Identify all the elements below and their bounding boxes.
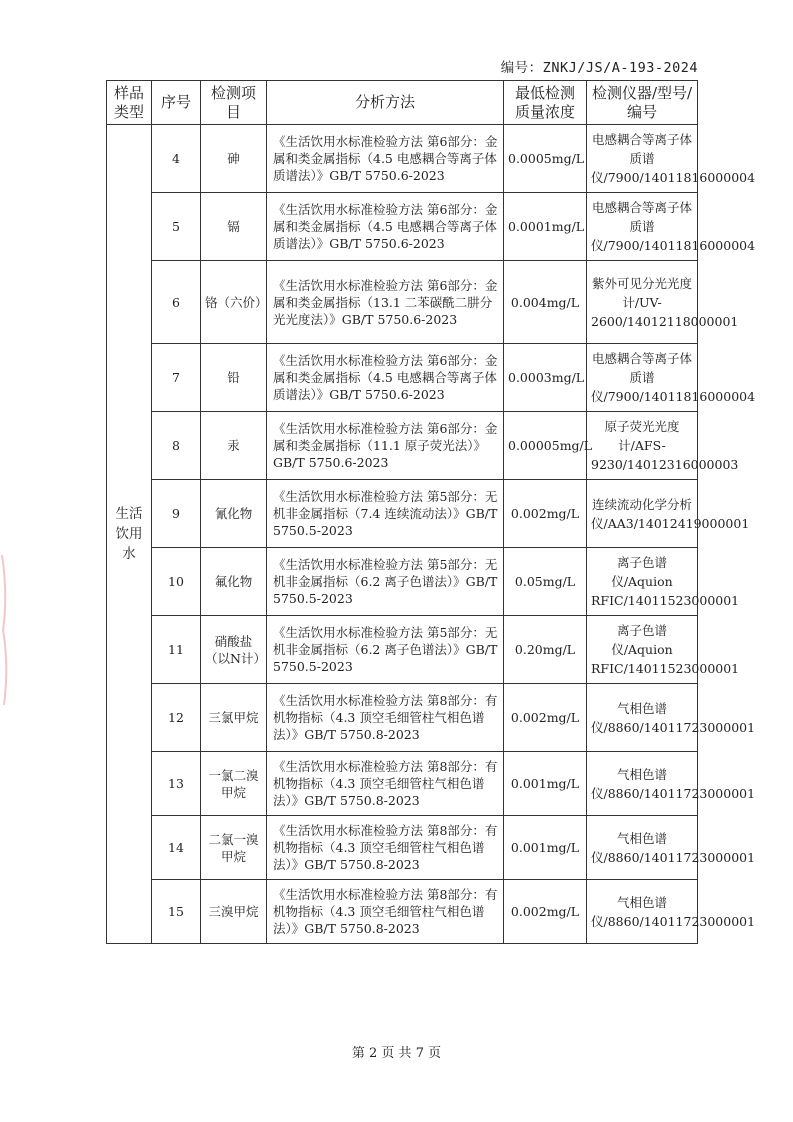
table-row xyxy=(107,261,698,344)
detection-limit: 0.001mg/L xyxy=(504,816,587,880)
instrument-info: 电感耦合等离子体质谱仪/7900/14011816000004 xyxy=(587,125,698,193)
test-item: 镉 xyxy=(201,193,267,261)
header-sample-type: 样品类型 xyxy=(107,81,152,125)
row-number: 5 xyxy=(152,193,201,261)
instrument-info: 紫外可见分光光度计/UV-2600/14012118000001 xyxy=(587,261,698,344)
instrument-info: 电感耦合等离子体质谱仪/7900/14011816000004 xyxy=(587,193,698,261)
header-instrument: 检测仪器/型号/编号 xyxy=(587,81,698,125)
row-number: 10 xyxy=(152,548,201,616)
sample-type-cell: 生活饮用水 xyxy=(107,125,152,944)
instrument-info: 电感耦合等离子体质谱仪/7900/14011816000004 xyxy=(587,344,698,412)
row-number: 11 xyxy=(152,616,201,684)
detection-limit: 0.0005mg/L xyxy=(504,125,587,193)
row-number: 8 xyxy=(152,412,201,480)
analysis-method: 《生活饮用水标准检验方法 第5部分：无机非金属指标（6.2 离子色谱法）》GB/T 5750.5-2023 xyxy=(267,548,504,616)
document-number: 编号：ZNKJ/JS/A-193-2024 xyxy=(500,60,698,76)
detection-limit: 0.002mg/L xyxy=(504,480,587,548)
table-row xyxy=(107,193,698,261)
instrument-info: 离子色谱仪/Aquion RFIC/14011523000001 xyxy=(587,616,698,684)
table-row xyxy=(107,880,698,944)
test-item: 氟化物 xyxy=(201,548,267,616)
detection-limit: 0.20mg/L xyxy=(504,616,587,684)
test-item: 一氯二溴甲烷 xyxy=(201,752,267,816)
analysis-method: 《生活饮用水标准检验方法 第6部分：金属和类金属指标（13.1 二苯碳酰二肼分光光度法）》GB/T 5750.6-2023 xyxy=(267,261,504,344)
test-item: 氰化物 xyxy=(201,480,267,548)
analysis-method: 《生活饮用水标准检验方法 第8部分：有机物指标（4.3 顶空毛细管柱气相色谱法）》GB/T 5750.8-2023 xyxy=(267,752,504,816)
instrument-info: 气相色谱仪/8860/14011723000001 xyxy=(587,816,698,880)
row-number: 15 xyxy=(152,880,201,944)
stamp-edge-mark xyxy=(0,555,12,705)
detection-limit: 0.00005mg/L xyxy=(504,412,587,480)
detection-limit: 0.002mg/L xyxy=(504,684,587,752)
table-header-row xyxy=(107,81,698,125)
table-row xyxy=(107,480,698,548)
row-number: 9 xyxy=(152,480,201,548)
row-number: 4 xyxy=(152,125,201,193)
test-item: 二氯一溴甲烷 xyxy=(201,816,267,880)
test-item: 铬（六价） xyxy=(201,261,267,344)
analysis-method: 《生活饮用水标准检验方法 第8部分：有机物指标（4.3 顶空毛细管柱气相色谱法）》GB/T 5750.8-2023 xyxy=(267,816,504,880)
instrument-info: 气相色谱仪/8860/14011723000001 xyxy=(587,752,698,816)
row-number: 7 xyxy=(152,344,201,412)
test-methods-table xyxy=(106,80,756,944)
test-item: 三溴甲烷 xyxy=(201,880,267,944)
test-item: 砷 xyxy=(201,125,267,193)
test-item: 铅 xyxy=(201,344,267,412)
table-row xyxy=(107,752,698,816)
header-test-item: 检测项目 xyxy=(201,81,267,125)
header-detection-limit: 最低检测质量浓度 xyxy=(504,81,587,125)
page-number: 第 2 页 共 7 页 xyxy=(351,1046,442,1061)
analysis-method: 《生活饮用水标准检验方法 第8部分：有机物指标（4.3 顶空毛细管柱气相色谱法）》GB/T 5750.8-2023 xyxy=(267,880,504,944)
detection-limit: 0.004mg/L xyxy=(504,261,587,344)
analysis-method: 《生活饮用水标准检验方法 第6部分：金属和类金属指标（4.5 电感耦合等离子体质谱法）》GB/T 5750.6-2023 xyxy=(267,193,504,261)
analysis-method: 《生活饮用水标准检验方法 第8部分：有机物指标（4.3 顶空毛细管柱气相色谱法）》GB/T 5750.8-2023 xyxy=(267,684,504,752)
row-number: 13 xyxy=(152,752,201,816)
instrument-info: 连续流动化学分析仪/AA3/14012419000001 xyxy=(587,480,698,548)
analysis-method: 《生活饮用水标准检验方法 第6部分：金属和类金属指标（4.5 电感耦合等离子体质谱法）》GB/T 5750.6-2023 xyxy=(267,344,504,412)
table-row xyxy=(107,412,698,480)
header-analysis-method: 分析方法 xyxy=(267,81,504,125)
detection-limit: 0.0003mg/L xyxy=(504,344,587,412)
test-item: 硝酸盐（以N计） xyxy=(201,616,267,684)
instrument-info: 气相色谱仪/8860/14011723000001 xyxy=(587,880,698,944)
table-row xyxy=(107,616,698,684)
table-row xyxy=(107,684,698,752)
header-number: 序号 xyxy=(152,81,201,125)
row-number: 14 xyxy=(152,816,201,880)
test-item: 三氯甲烷 xyxy=(201,684,267,752)
table-row xyxy=(107,125,698,193)
analysis-method: 《生活饮用水标准检验方法 第5部分：无机非金属指标（6.2 离子色谱法）》GB/T 5750.5-2023 xyxy=(267,616,504,684)
analysis-method: 《生活饮用水标准检验方法 第6部分：金属和类金属指标（11.1 原子荧光法）》GB/T 5750.6-2023 xyxy=(267,412,504,480)
table-row xyxy=(107,344,698,412)
analysis-method: 《生活饮用水标准检验方法 第6部分：金属和类金属指标（4.5 电感耦合等离子体质谱法）》GB/T 5750.6-2023 xyxy=(267,125,504,193)
row-number: 12 xyxy=(152,684,201,752)
instrument-info: 原子荧光光度计/AFS-9230/14012316000003 xyxy=(587,412,698,480)
instrument-info: 气相色谱仪/8860/14011723000001 xyxy=(587,684,698,752)
test-item: 汞 xyxy=(201,412,267,480)
detection-limit: 0.001mg/L xyxy=(504,752,587,816)
row-number: 6 xyxy=(152,261,201,344)
detection-limit: 0.002mg/L xyxy=(504,880,587,944)
detection-limit: 0.05mg/L xyxy=(504,548,587,616)
table-row xyxy=(107,816,698,880)
table-row xyxy=(107,548,698,616)
instrument-info: 离子色谱仪/Aquion RFIC/14011523000001 xyxy=(587,548,698,616)
detection-limit: 0.0001mg/L xyxy=(504,193,587,261)
analysis-method: 《生活饮用水标准检验方法 第5部分：无机非金属指标（7.4 连续流动法）》GB/T 5750.5-2023 xyxy=(267,480,504,548)
